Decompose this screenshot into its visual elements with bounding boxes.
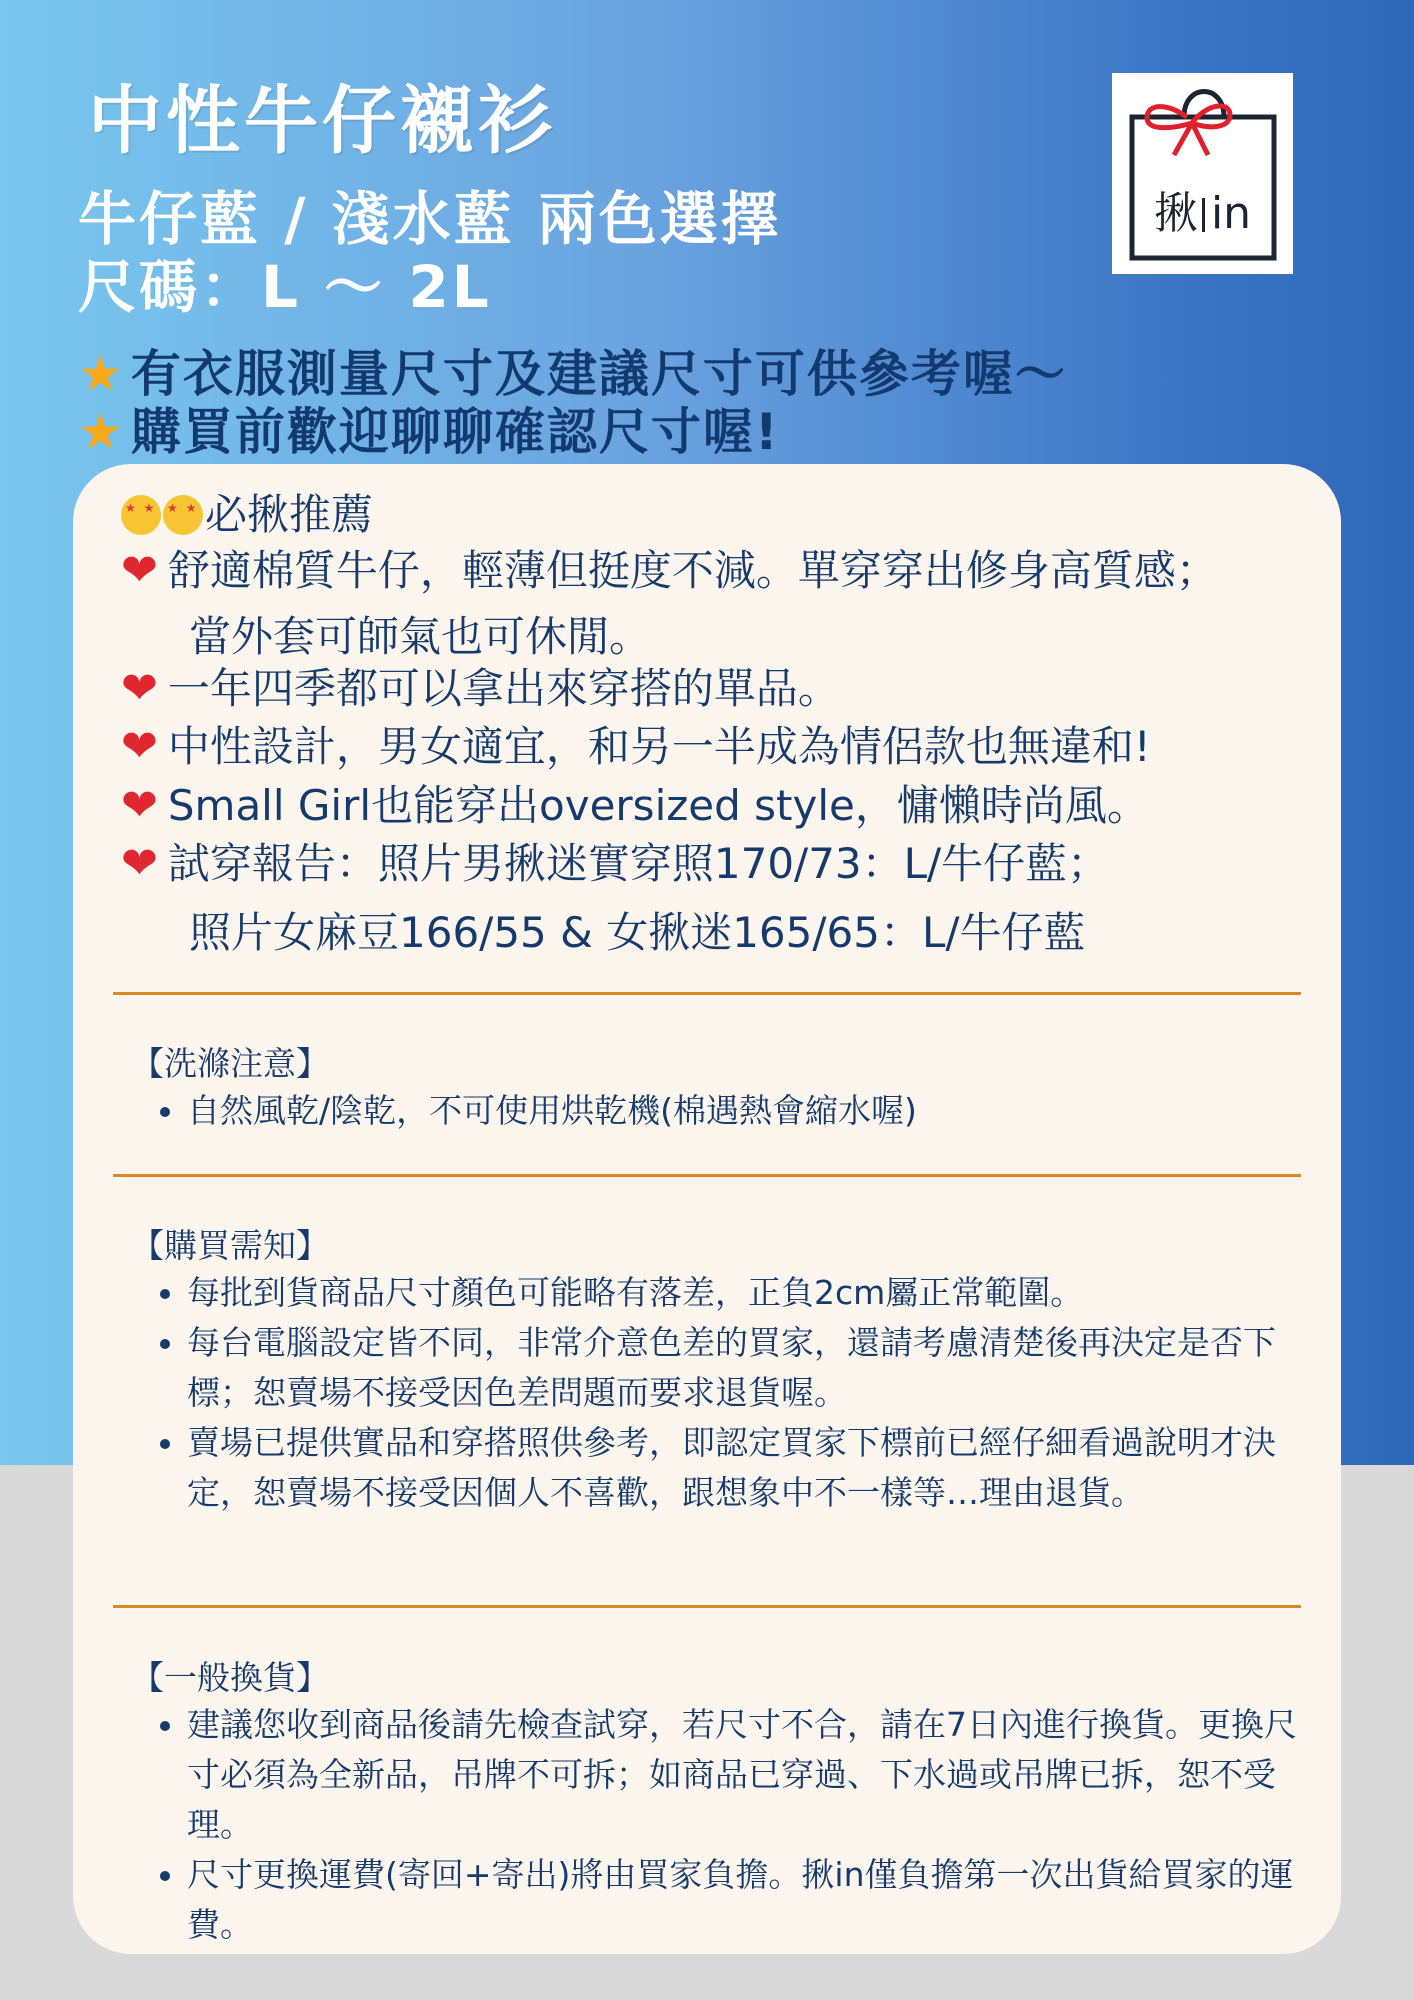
product-title: 中性牛仔襯衫 bbox=[88, 78, 556, 164]
brand-logo bbox=[1112, 73, 1293, 274]
section-divider bbox=[113, 992, 1301, 995]
star-struck-emoji-icon bbox=[163, 495, 203, 535]
exchange-heading: 【一般換貨】 bbox=[131, 1658, 329, 1697]
star-icon: ★ bbox=[78, 403, 125, 461]
heart-icon: ❤ bbox=[121, 545, 158, 596]
heart-icon: ❤ bbox=[121, 780, 158, 831]
heart-icon: ❤ bbox=[121, 721, 158, 772]
section-divider bbox=[113, 1605, 1301, 1608]
list-item: • 自然風乾/陰乾，不可使用烘乾機(棉遇熱會縮水喔) bbox=[187, 1086, 1327, 1136]
recommend-item-text: 舒適棉質牛仔，輕薄但挺度不減。單穿穿出修身高質感； bbox=[167, 546, 1218, 595]
recommend-item bbox=[121, 660, 840, 718]
logo-divider bbox=[1202, 198, 1205, 232]
heart-icon: ❤ bbox=[121, 663, 158, 714]
washing-list bbox=[143, 1086, 1327, 1136]
list-item: • 每台電腦設定皆不同，非常介意色差的買家，還請考慮清楚後再決定是否下標；恕賣場不接受因色差問題而要求退貨喔。 bbox=[187, 1318, 1327, 1418]
recommend-item-text: Small Girl也能穿出oversized style，慵懶時尚風。 bbox=[167, 781, 1149, 830]
info-card bbox=[73, 464, 1341, 1954]
list-item: • 每批到貨商品尺寸顏色可能略有落差，正負2cm屬正常範圍。 bbox=[187, 1268, 1327, 1318]
shopping-bag-icon bbox=[1112, 73, 1293, 274]
color-options: 牛仔藍 / 淺水藍 兩色選擇 bbox=[78, 185, 782, 253]
recommend-item bbox=[121, 777, 1149, 835]
recommend-item bbox=[121, 542, 1218, 600]
recommend-item-continued: 照片女麻豆166/55 & 女揪迷165/65：L/牛仔藍 bbox=[189, 908, 1086, 957]
chat-note-text: 購買前歡迎聊聊確認尺寸喔! bbox=[130, 403, 780, 461]
recommend-title: 必揪推薦 bbox=[205, 490, 374, 539]
recommend-item bbox=[121, 718, 1151, 776]
list-item: • 賣場已提供實品和穿搭照供參考，即認定買家下標前已經仔細看過說明才決定，恕賣場不接受因個人不喜歡，跟想象中不一樣等…理由退貨。 bbox=[187, 1418, 1327, 1518]
purchase-list bbox=[143, 1268, 1327, 1518]
size-range: 尺碼：L ～ 2L bbox=[78, 253, 492, 321]
logo-wordmark bbox=[1112, 177, 1293, 241]
logo-text-prefix: 揪 bbox=[1153, 188, 1198, 239]
purchase-heading: 【購買需知】 bbox=[131, 1226, 329, 1265]
recommend-heading bbox=[121, 482, 373, 542]
recommend-item-continued: 當外套可師氣也可休閒。 bbox=[189, 612, 652, 661]
logo-text-suffix: in bbox=[1210, 188, 1252, 239]
exchange-list bbox=[143, 1700, 1327, 1950]
size-note-text: 有衣服測量尺寸及建議尺寸可供參考喔～ bbox=[130, 345, 1067, 403]
list-item: • 建議您收到商品後請先檢查試穿，若尺寸不合，請在7日內進行換貨。更換尺寸必須為全新品，吊牌不可拆；如商品已穿過、下水過或吊牌已拆，恕不受理。 bbox=[187, 1700, 1327, 1850]
washing-heading: 【洗滌注意】 bbox=[131, 1044, 329, 1083]
star-icon: ★ bbox=[78, 345, 125, 403]
recommend-item-text: 一年四季都可以拿出來穿搭的單品。 bbox=[167, 664, 840, 713]
list-item: • 尺寸更換運費(寄回+寄出)將由買家負擔。揪in僅負擔第一次出貨給買家的運費。 bbox=[187, 1850, 1327, 1950]
section-divider bbox=[113, 1174, 1301, 1177]
star-struck-emoji-icon bbox=[121, 495, 161, 535]
heart-icon: ❤ bbox=[121, 838, 158, 889]
recommend-item-text: 試穿報告：照片男揪迷實穿照170/73：L/牛仔藍； bbox=[167, 839, 1110, 888]
recommend-item bbox=[121, 835, 1109, 893]
chat-note bbox=[78, 392, 780, 464]
recommend-item-text: 中性設計，男女適宜，和另一半成為情侶款也無違和! bbox=[167, 722, 1151, 771]
